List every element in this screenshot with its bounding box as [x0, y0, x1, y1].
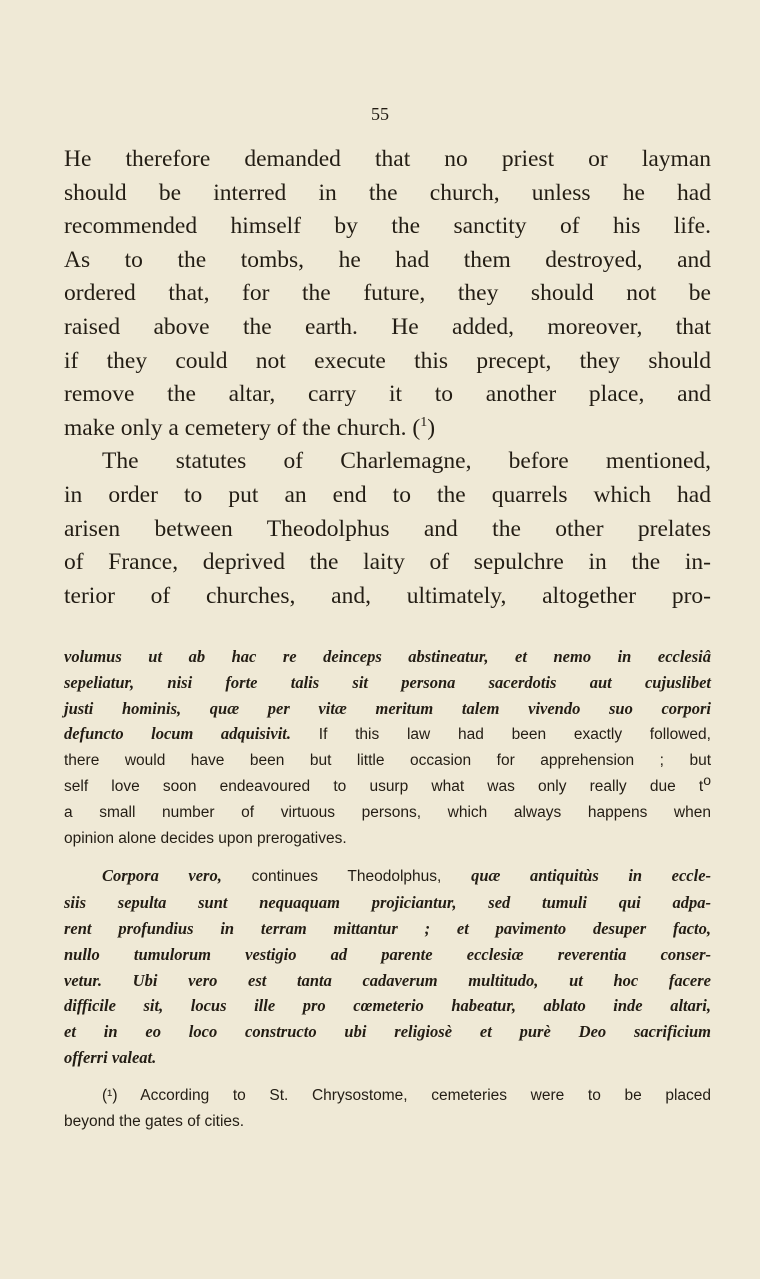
latin-note-line: nullo tumulorum vestigio ad parente ecclesiæ reverentia conser-	[64, 944, 711, 964]
latin-note-fragment: Corpora vero,	[102, 866, 222, 886]
text-line: remove the altar, carry it to another place, and	[64, 381, 711, 408]
text-line: terior of churches, and, ultimately, altogether pro-	[64, 582, 711, 609]
text-line: if they could not execute this precept, they should	[64, 347, 711, 374]
text-line: ordered that, for the future, they should not be	[64, 280, 711, 307]
mixed-note-line	[64, 863, 711, 890]
footnote-mark: (¹)	[102, 1086, 118, 1104]
footnote-reference: 1	[420, 414, 428, 430]
mixed-note-line	[64, 721, 711, 748]
latin-note-line: offerri valeat.	[64, 1047, 157, 1067]
latin-note-fragment: defuncto locum adquisivit.	[64, 724, 292, 744]
english-note-line	[64, 771, 711, 800]
text-line: As to the tombs, he had them destroyed, and	[64, 246, 711, 273]
footnote-line: beyond the gates of cities.	[64, 1112, 245, 1130]
english-note-fragment: self love soon endeavoured to usurp what was only really due t	[64, 777, 704, 795]
main-text	[64, 143, 711, 613]
text-line-content: make only a cemetery of the church. (	[64, 414, 421, 441]
latin-note-line: et in eo loco constructo ubi religiosè et purè Deo sacrificium	[64, 1022, 711, 1042]
text-line: raised above the earth. He added, moreover, that	[64, 313, 711, 340]
footnote-text: According to St. Chrysostome, cemeteries were to be placed	[117, 1086, 711, 1104]
text-line: of France, deprived the laity of sepulchre in the in-	[64, 549, 711, 576]
english-note-line: opinion alone decides upon prerogatives.	[64, 829, 347, 847]
footnote-line	[64, 1083, 711, 1109]
text-line: arisen between Theodolphus and the other prelates	[64, 515, 711, 542]
text-line: in order to put an end to the quarrels which had	[64, 481, 711, 508]
latin-note-line: rent profundius in terram mittantur ; et pavimento desuper facto,	[64, 918, 711, 938]
text-line: should be interred in the church, unless he had	[64, 179, 711, 206]
latin-note-line: difficile sit, locus ille pro cœmeterio habeatur, ablato inde altari,	[64, 996, 711, 1016]
superscript-letter: o	[703, 771, 711, 788]
english-note-line: there would have been but little occasion for apprehension ; but	[64, 752, 711, 770]
latin-note-line: sepeliatur, nisi forte talis sit persona sacerdotis aut cujuslibet	[64, 672, 711, 692]
text-line: The statutes of Charlemagne, before mentioned,	[102, 448, 711, 475]
latin-note-line: volumus ut ab hac re deinceps abstineatur, et nemo in ecclesiâ	[64, 647, 711, 666]
notes	[64, 644, 711, 1134]
english-note-fragment: continues Theodolphus,	[221, 868, 472, 886]
text-line	[64, 412, 711, 446]
latin-note-line: justi hominis, quæ per vitæ meritum talem vivendo suo corpori	[64, 698, 711, 718]
paragraph-gap	[64, 851, 711, 863]
english-note-fragment: If this law had been exactly followed,	[291, 726, 711, 744]
text-line: recommended himself by the sanctity of his life.	[64, 213, 711, 240]
latin-note-line: siis sepulta sunt nequaquam projiciantur, sed tumuli qui adpa-	[64, 893, 711, 913]
page-number: 55	[371, 104, 389, 124]
footnote-reference-close: )	[427, 414, 436, 441]
text-line: He therefore demanded that no priest or layman	[64, 146, 711, 172]
paragraph-gap	[64, 1071, 711, 1083]
english-note-line: a small number of virtuous persons, which always happens when	[64, 803, 711, 821]
latin-note-line: vetur. Ubi vero est tanta cadaverum multitudo, ut hoc facere	[64, 970, 711, 990]
latin-note-fragment: quæ antiquitùs in eccle-	[471, 866, 712, 886]
